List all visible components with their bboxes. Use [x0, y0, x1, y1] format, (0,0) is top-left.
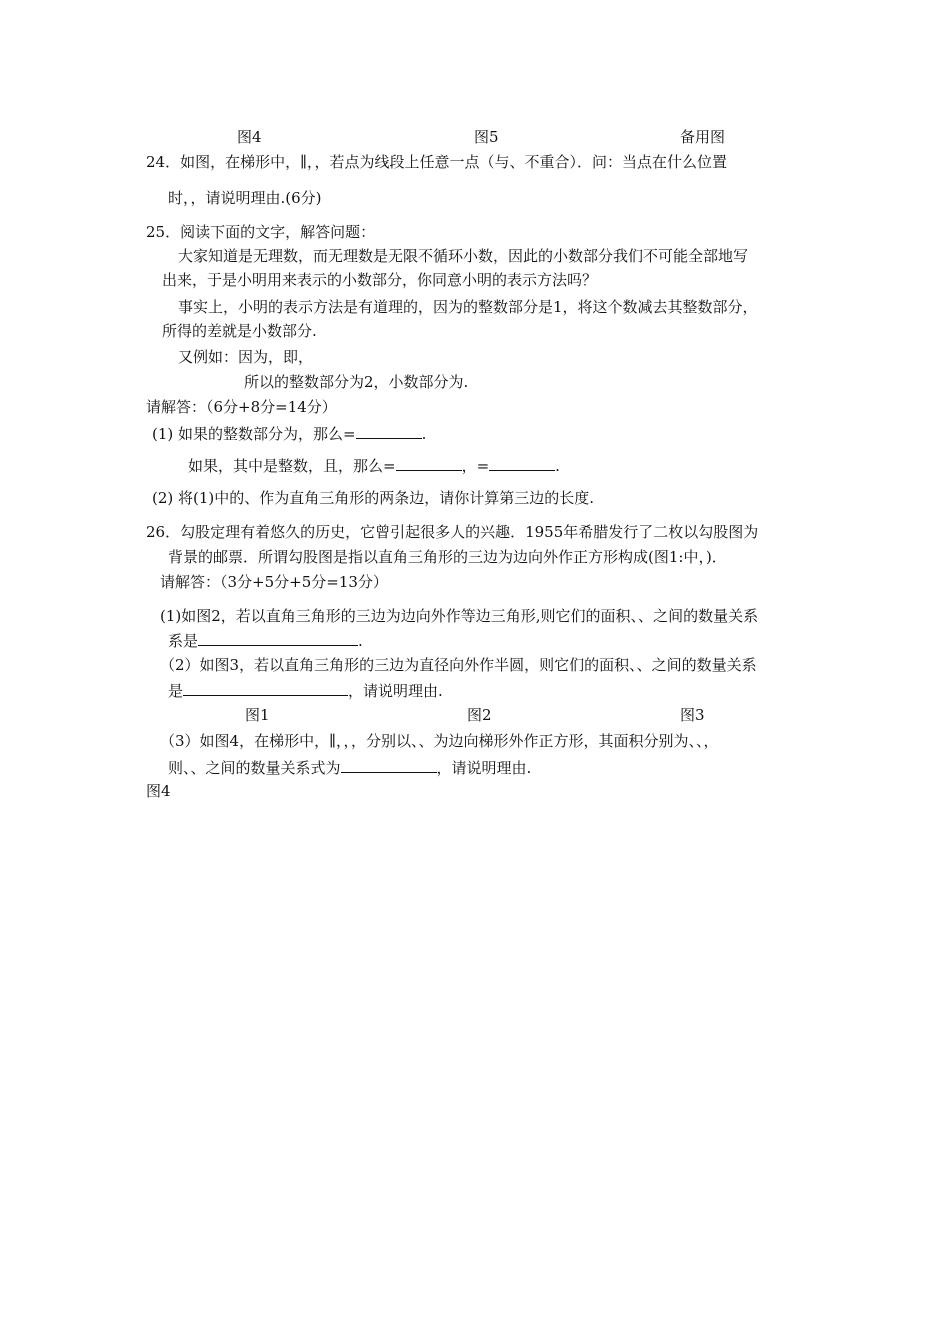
- q25-para1-line2: 出来，于是小明用来表示的小数部分，你同意小明的表示方法吗？: [162, 271, 598, 289]
- period: .: [555, 457, 560, 475]
- q25-para1-line1: 大家知道是无理数，而无理数是无限不循环小数，因此的小数部分我们不可能全部地写: [178, 247, 749, 265]
- answer-blank[interactable]: [183, 680, 348, 696]
- figure-caption-backup: 备用图: [680, 128, 726, 146]
- figure-caption-1: 图1: [245, 706, 270, 724]
- q26-line-1: 26．勾股定理有着悠久的历史，它曾引起很多人的兴趣．1955年希腊发行了二枚以勾股图为: [146, 523, 759, 541]
- q26-sub3-line1: （3）如图4，在梯形中，∥，，，分别以、、为边向梯形外作正方形，其面积分别为、、，: [160, 732, 719, 750]
- figure-caption-2: 图2: [467, 706, 492, 724]
- q26-sub1-line2: [168, 630, 363, 651]
- figure-caption-5: 图5: [474, 128, 499, 146]
- q25-sub1-line1: [152, 423, 426, 444]
- q25-sub1b-text: 如果，其中是整数，且，那么=: [188, 457, 396, 475]
- figure-caption-3: 图3: [680, 706, 705, 724]
- period: .: [421, 425, 427, 443]
- period: .: [358, 632, 363, 650]
- q26-sub2-line1: （2）如图3，若以直角三角形的三边为直径向外作半圆，则它们的面积、、之间的数量关系: [160, 656, 757, 674]
- q25-para2-line1: 事实上，小明的表示方法是有道理的，因为的整数部分是1，将这个数减去其整数部分，: [178, 298, 758, 316]
- answer-blank[interactable]: [341, 757, 437, 773]
- figure-caption-4-bottom: 图4: [146, 782, 171, 800]
- answer-blank[interactable]: [356, 423, 422, 439]
- q25-sub1-line2: [188, 455, 560, 476]
- q26-sub1-line1: (1)如图2，若以直角三角形的三边为边向外作等边三角形,则它们的面积、、之间的数量关系: [160, 607, 759, 625]
- q25-sub1b-mid: ，=: [461, 457, 490, 475]
- q26-sub2b-text: 是: [168, 682, 184, 700]
- q26-sub3-line2: [168, 757, 531, 778]
- q26-sub3b-post: ，请说明理由.: [436, 759, 532, 777]
- answer-blank[interactable]: [396, 455, 462, 471]
- q25-para3: 又例如：因为，即，: [178, 348, 314, 366]
- q25-para4: 所以的整数部分为2，小数部分为.: [244, 373, 469, 391]
- q25-sub2: (2) 将(1)中的、作为直角三角形的两条边，请你计算第三边的长度.: [152, 489, 595, 507]
- q25-para2-line2: 所得的差就是小数部分.: [162, 322, 317, 340]
- q25-ask: 请解答：（6分+8分=14分）: [146, 398, 337, 416]
- figure-caption-4: 图4: [237, 128, 262, 146]
- q25-sub1-text: (1) 如果的整数部分为，那么=: [152, 425, 356, 443]
- q25-title: 25．阅读下面的文字，解答问题：: [146, 223, 376, 241]
- q26-sub2b-post: ，请说明理由.: [348, 682, 443, 700]
- q24-line-1: 24．如图，在梯形中，∥，，若点为线段上任意一点（与、不重合）．问：当点在什么位置: [146, 153, 728, 171]
- q26-line-2: 背景的邮票．所谓勾股图是指以直角三角形的三边为边向外作正方形构成(图1:中，)．: [168, 548, 727, 566]
- q26-ask: 请解答：（3分+5分+5分=13分）: [160, 573, 388, 591]
- answer-blank[interactable]: [198, 630, 358, 646]
- q26-sub2-line2: [168, 680, 443, 701]
- q26-sub3b-text: 则、、之间的数量关系式为: [168, 759, 341, 777]
- q24-line-2: 时，，请说明理由.(6分): [168, 189, 322, 207]
- answer-blank[interactable]: [489, 455, 555, 471]
- q26-sub1b-text: 系是: [168, 632, 199, 650]
